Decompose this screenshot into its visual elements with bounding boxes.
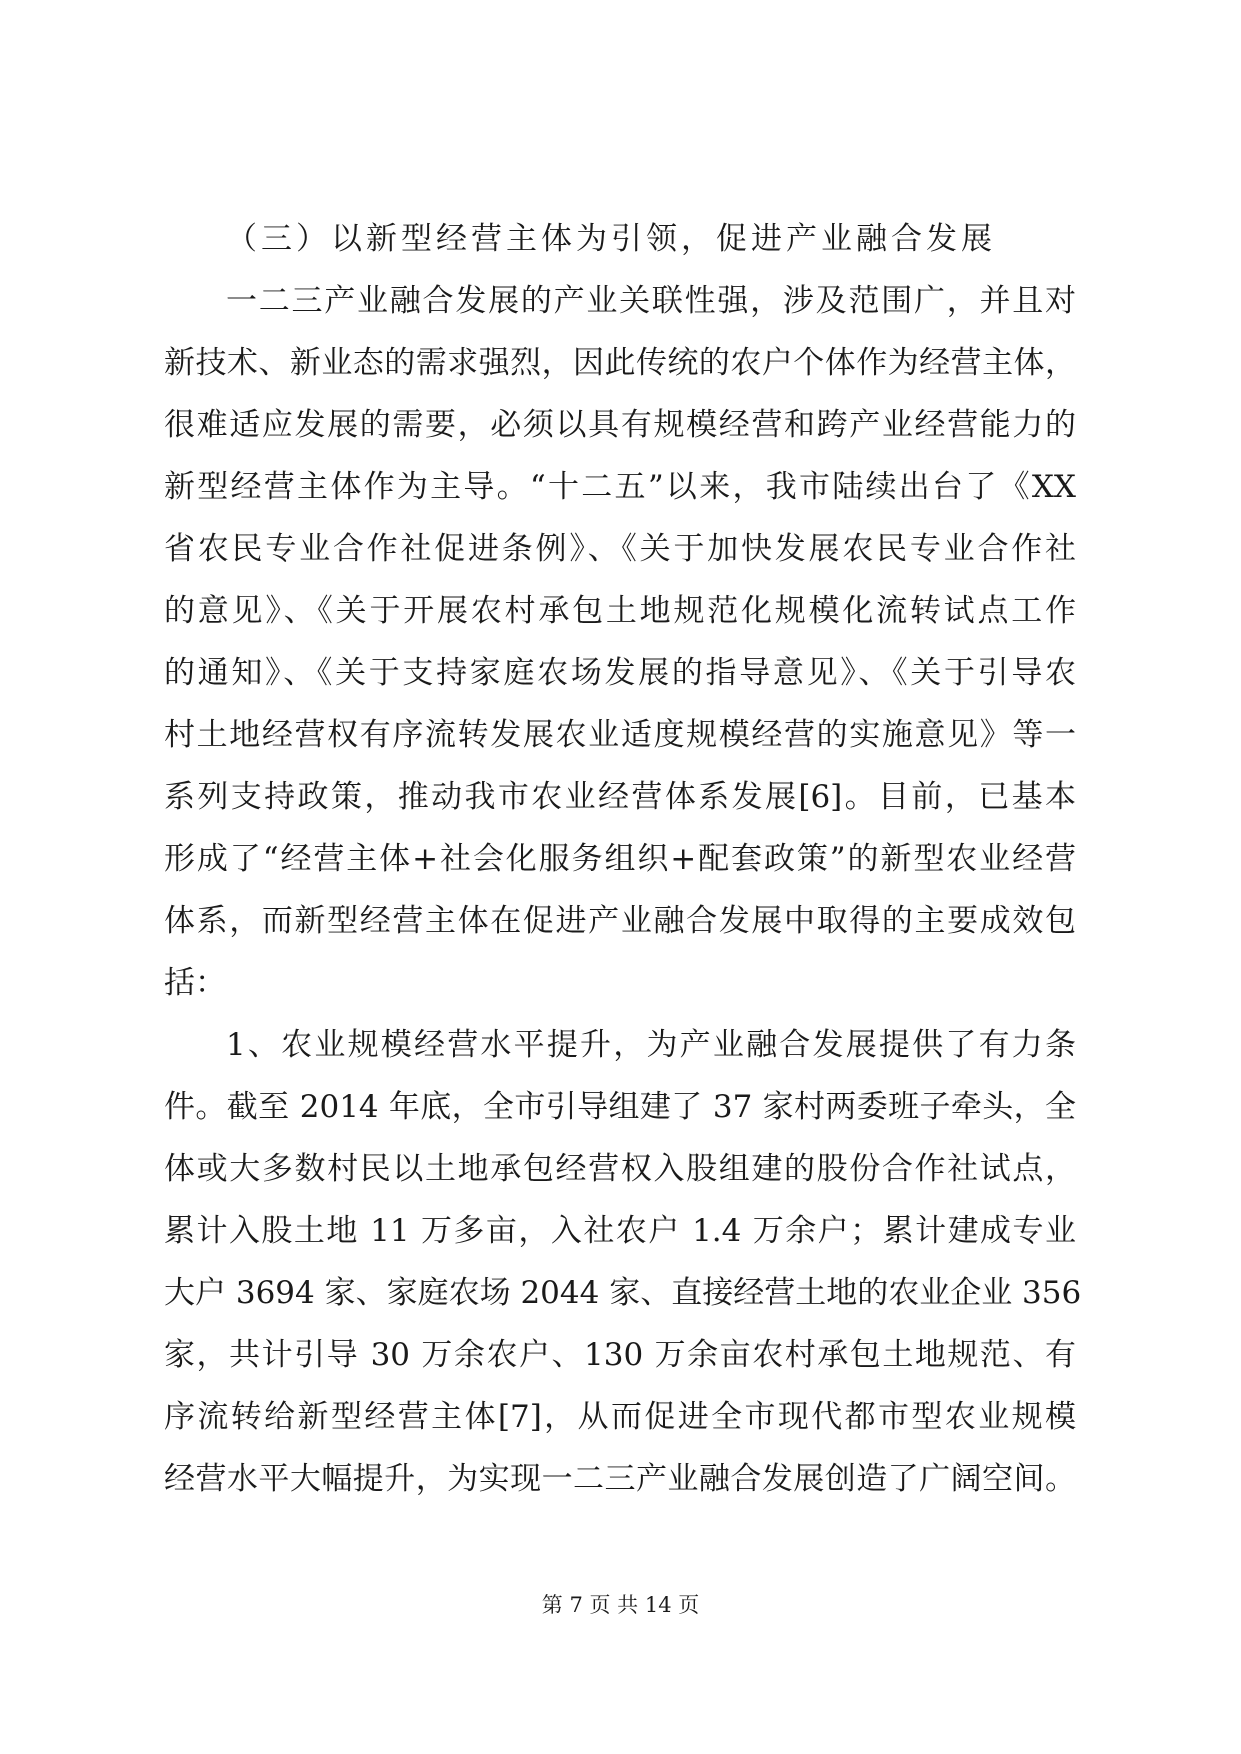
paragraph-line: 序流转给新型经营主体[7]，从而促进全市现代都市型农业规模 <box>164 1399 1076 1435</box>
paragraph-line: 件。截至 2014 年底，全市引导组建了 37 家村两委班子牵头，全 <box>164 1089 1076 1125</box>
section-heading: （三）以新型经营主体为引领，促进产业融合发展 <box>226 221 996 257</box>
paragraph-line: 1、农业规模经营水平提升，为产业融合发展提供了有力条 <box>226 1027 1076 1063</box>
document-body <box>164 208 1082 1510</box>
paragraph-1 <box>164 270 1076 1014</box>
paragraph-line: 括： <box>164 965 226 1001</box>
paragraph-line: 省农民专业合作社促进条例》、《关于加快发展农民专业合作社 <box>164 531 1076 567</box>
paragraph-line: 累计入股土地 11 万多亩，入社农户 1.4 万余户；累计建成专业 <box>164 1213 1076 1249</box>
paragraph-line: 一二三产业融合发展的产业关联性强，涉及范围广，并且对 <box>226 283 1076 319</box>
paragraph-line: 的意见》、《关于开展农村承包土地规范化规模化流转试点工作 <box>164 593 1076 629</box>
page-number-indicator: 第 7 页 共 14 页 <box>541 1593 700 1617</box>
page-footer <box>0 1590 1241 1620</box>
paragraph-line: 的通知》、《关于支持家庭农场发展的指导意见》、《关于引导农 <box>164 655 1076 691</box>
paragraph-line: 形成了“经营主体+社会化服务组织+配套政策”的新型农业经营 <box>164 841 1076 877</box>
paragraph-line: 体系，而新型经营主体在促进产业融合发展中取得的主要成效包 <box>164 903 1076 939</box>
paragraph-line: 大户 3694 家、家庭农场 2044 家、直接经营土地的农业企业 356 <box>164 1275 1082 1311</box>
paragraph-line: 很难适应发展的需要，必须以具有规模经营和跨产业经营能力的 <box>164 407 1076 443</box>
paragraph-line: 经营水平大幅提升，为实现一二三产业融合发展创造了广阔空间。 <box>164 1461 1076 1497</box>
paragraph-line: 体或大多数村民以土地承包经营权入股组建的股份合作社试点， <box>164 1151 1076 1187</box>
paragraph-line: 家，共计引导 30 万余农户、130 万余亩农村承包土地规范、有 <box>164 1337 1076 1373</box>
paragraph-line: 新型经营主体作为主导。“十二五”以来，我市陆续出台了《XX <box>164 469 1076 505</box>
paragraph-line: 村土地经营权有序流转发展农业适度规模经营的实施意见》等一 <box>164 717 1076 753</box>
paragraph-line: 系列支持政策，推动我市农业经营体系发展[6]。目前，已基本 <box>164 779 1076 815</box>
paragraph-2 <box>164 1014 1082 1510</box>
paragraph-line: 新技术、新业态的需求强烈，因此传统的农户个体作为经营主体， <box>164 345 1076 381</box>
